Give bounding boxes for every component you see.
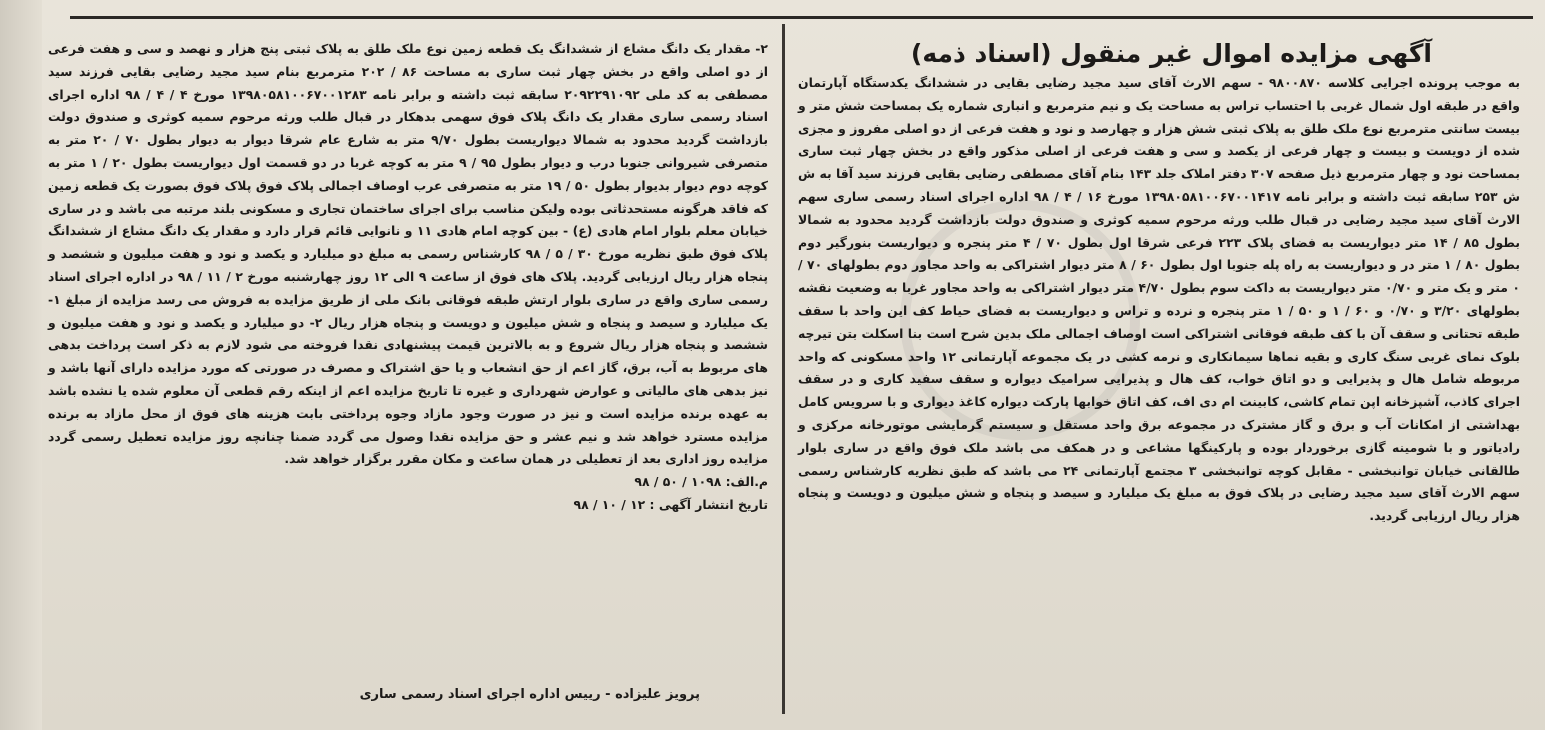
left-column-body: [48, 38, 768, 471]
publish-date: تاریخ انتشار آگهی : ۱۲ / ۱۰ / ۹۸: [573, 496, 768, 512]
top-rule: [70, 16, 1533, 19]
column-divider: [782, 24, 785, 714]
right-column: [798, 38, 1520, 528]
signature-line: پرویز علیزاده - رییس اداره اجرای اسناد رسمی ساری: [359, 687, 700, 702]
notice-title: آگهی مزایده اموال غیر منقول (اسناد ذمه): [910, 39, 1432, 68]
reference-number: م.الف: ۱۰۹۸ / ۵۰ / ۹۸: [634, 474, 768, 490]
page-fold-shadow: [0, 0, 42, 730]
right-paragraph-1: به موجب پرونده اجرایی کلاسه ۹۸۰۰۸۷۰ - سهم الارث آقای سید مجید رضایی بقایی در ششدانگ یکدستگاه آپارتمان واقع در طبقه اول شمال غربی با احتساب تراس به مساحت یک و نیم مترمربع و انباری شماره یک بمساحت شش متر و بیست سانتی مترمربع نوع ملک طلق به پلاک ثبتی شش هزار و چهارصد و نود و هفت فرعی از دو اصلی مفروز و مجزی شده از دویست و بیست و چهار فرعی از یکصد و سی و هفت فرعی از اصلی مذکور واقع در بخش چهار ثبت ساری بمساحت نود و چهار مترمربع ذیل صفحه ۳۰۷ دفتر املاک جلد ۱۴۳ بنام آقای مصطفی رضایی بقایی فرزند سید آقا به ش ش ۲۵۳ سابقه ثبت داشته و برابر نامه ۱۳۹۸۰۵۸۱۰۰۶۷۰۰۱۴۱۷ مورخ ۱۶ / ۴ / ۹۸ اداره اجرای اسناد رسمی ساری سهم الارث آقای سید مجید رضایی در قبال طلب ورثه مرحوم سمیه کوثری و صندوق دولت بازداشت گردید محدود به شمالا بطول ۸۵ / ۱۴ متر دیواریست به فضای پلاک ۲۲۳ فرعی شرقا اول بطول ۷۰ / ۴ متر پنجره و دیواریست بنورگیر دوم بطول ۸۰ / ۱ متر در و دیواریست به راه پله جنوبا اول بطول ۶۰ / ۸ متر دیوار اشتراکی به واحد مجاور دوم بطولهای ۷۰ / ۰ متر و یک متر و ۰/۷۰ متر دیواریست به داکت سوم بطول ۴/۷۰ متر دیوار اشتراکی به واحد مجاور غربا به وضعیت نقشه بطولهای ۳/۲۰ و ۰/۷۰ و ۶۰ / ۱ و ۵۰ / ۱ متر پنجره و نرده و تراس و دیواریست به فضای حیاط کف این واحد با سقف طبقه تحتانی و سقف آن با کف طبقه فوقانی اشتراکی است اوصاف اجمالی ملک بدین شرح است بنا اسکلت بتن تیرچه بلوک نمای غربی سنگ کاری و بقیه نماها سیمانکاری و نرمه کشی در یک مجموعه آپارتمانی ۱۲ واحد مسکونی که واحد مربوطه شامل هال و پذیرایی و دو اتاق خواب، کف هال و پذیرایی سرامیک دیواره و سقف سفید کاری و در سقف اجرای کاذب، آشپزخانه اپن تمام کاشی، کابینت ام دی اف، کف اتاق خوابها پارکت دیواره کاغذ دیواری و با سرویس کامل بهداشتی از امکانات آب و برق و گاز مشترک در مجموعه برق واحد مستقل و سیستم گرمایشی موتورخانه مرکزی و رادیاتور و با شومینه گازی برخوردار بوده و پارکینگها مشاعی و در همکف می باشد ملک فوق واقع در ساری بلوار طالقانی خیابان توانبخشی - مقابل کوچه توانبخشی ۳ مجتمع آپارتمانی ۲۴ می باشد که طبق نظریه کارشناس رسمی سهم الارث آقای سید مجید رضایی در پلاک فوق به مبلغ یک میلیارد و سیصد و پنجاه و شش میلیون و دویست و پنجاه هزار ریال ارزیابی گردید.: [798, 75, 1521, 524]
left-paragraph-1: ۲- مقدار یک دانگ مشاع از ششدانگ یک قطعه زمین نوع ملک طلق به پلاک ثبتی پنج هزار و نهصد و سی و هفت فرعی از دو اصلی واقع در بخش چهار ثبت ساری به مساحت ۸۶ / ۲۰۲ مترمربع بنام سید مجید رضایی بقایی فرزند سید مصطفی به کد ملی ۲۰۹۲۲۹۱۰۹۲ سابقه ثبت داشته و برابر نامه ۱۳۹۸۰۵۸۱۰۰۶۷۰۰۱۲۸۳ مورخ ۴ / ۴ / ۹۸ اداره اجرای اسناد رسمی ساری مقدار یک دانگ پلاک فوق سهمی بدهکار در قبال طلب ورثه مرحوم سمیه کوثری و صندوق دولت بازداشت گردید محدود به شمالا دیواریست بطول ۹/۷۰ متر به شارع عام شرقا دیوار به دیوار بطول ۷۰ / ۲۰ متر به متصرفی شیروانی جنوبا درب و دیوار بطول ۹۵ / ۹ متر به کوچه غربا در دو قسمت اول دیواریست بطول ۲۰ / ۱ متر به کوچه دوم دیوار بدیوار بطول ۵۰ / ۱۹ متر به متصرفی عرب اوصاف اجمالی پلاک فوق پلاک فوق بصورت یک قطعه زمین که فاقد هرگونه مستحدثاتی بوده ولیکن مناسب برای اجرای ساختمان تجاری و مسکونی بلند مرتبه می باشد و در ساری خیابان معلم بلوار امام هادی (ع) - بین کوچه امام هادی ۱۱ و نانوایی قائم قرار دارد و مقدار یک دانگ مشاع از ششدانگ پلاک فوق طبق نظریه مورخ ۳۰ / ۵ / ۹۸ کارشناس رسمی به مبلغ دو میلیارد و یکصد و نود و هفت میلیون و ششصد و پنجاه هزار ریال ارزیابی گردید. پلاک های فوق از ساعت ۹ الی ۱۲ روز چهارشنبه مورخ ۲ / ۱۱ / ۹۸ در اداره اجرای اسناد رسمی ساری واقع در ساری بلوار ارتش طبقه فوقانی بانک ملی از طریق مزایده به فروش می رسد مزایده از مبلغ ۱- یک میلیارد و سیصد و پنجاه و شش میلیون و دویست و پنجاه هزار ریال ۲- دو میلیارد و یکصد و نود و هفت میلیون و ششصد و پنجاه هزار ریال شروع و به بالاترین قیمت پیشنهادی نقدا فروخته می شود لازم به ذکر است پرداخت بدهی های مربوط به آب، برق، گاز اعم از حق انشعاب و یا حق اشتراک و مصرف در صورتی که مورد مزایده دارای آنها باشد و نیز بدهی های مالیاتی و عوارض شهرداری و غیره تا تاریخ مزایده اعم از اینکه رقم قطعی آن معلوم شده یا نشده باشد به عهده برنده مزایده است و نیز در صورت وجود مازاد وجوه پرداختی بابت هزینه های فوق از محل مازاد به برنده مزایده مسترد خواهد شد و نیم عشر و حق مزایده نقدا وصول می گردد ضمنا چنانچه روز مزایده تعطیل رسمی گردد مزایده روز اداری بعد از تعطیلی در همان ساعت و مکان مقرر برگزار خواهد شد.: [48, 41, 769, 467]
right-column-body: [798, 72, 1520, 528]
left-column: [48, 38, 768, 517]
